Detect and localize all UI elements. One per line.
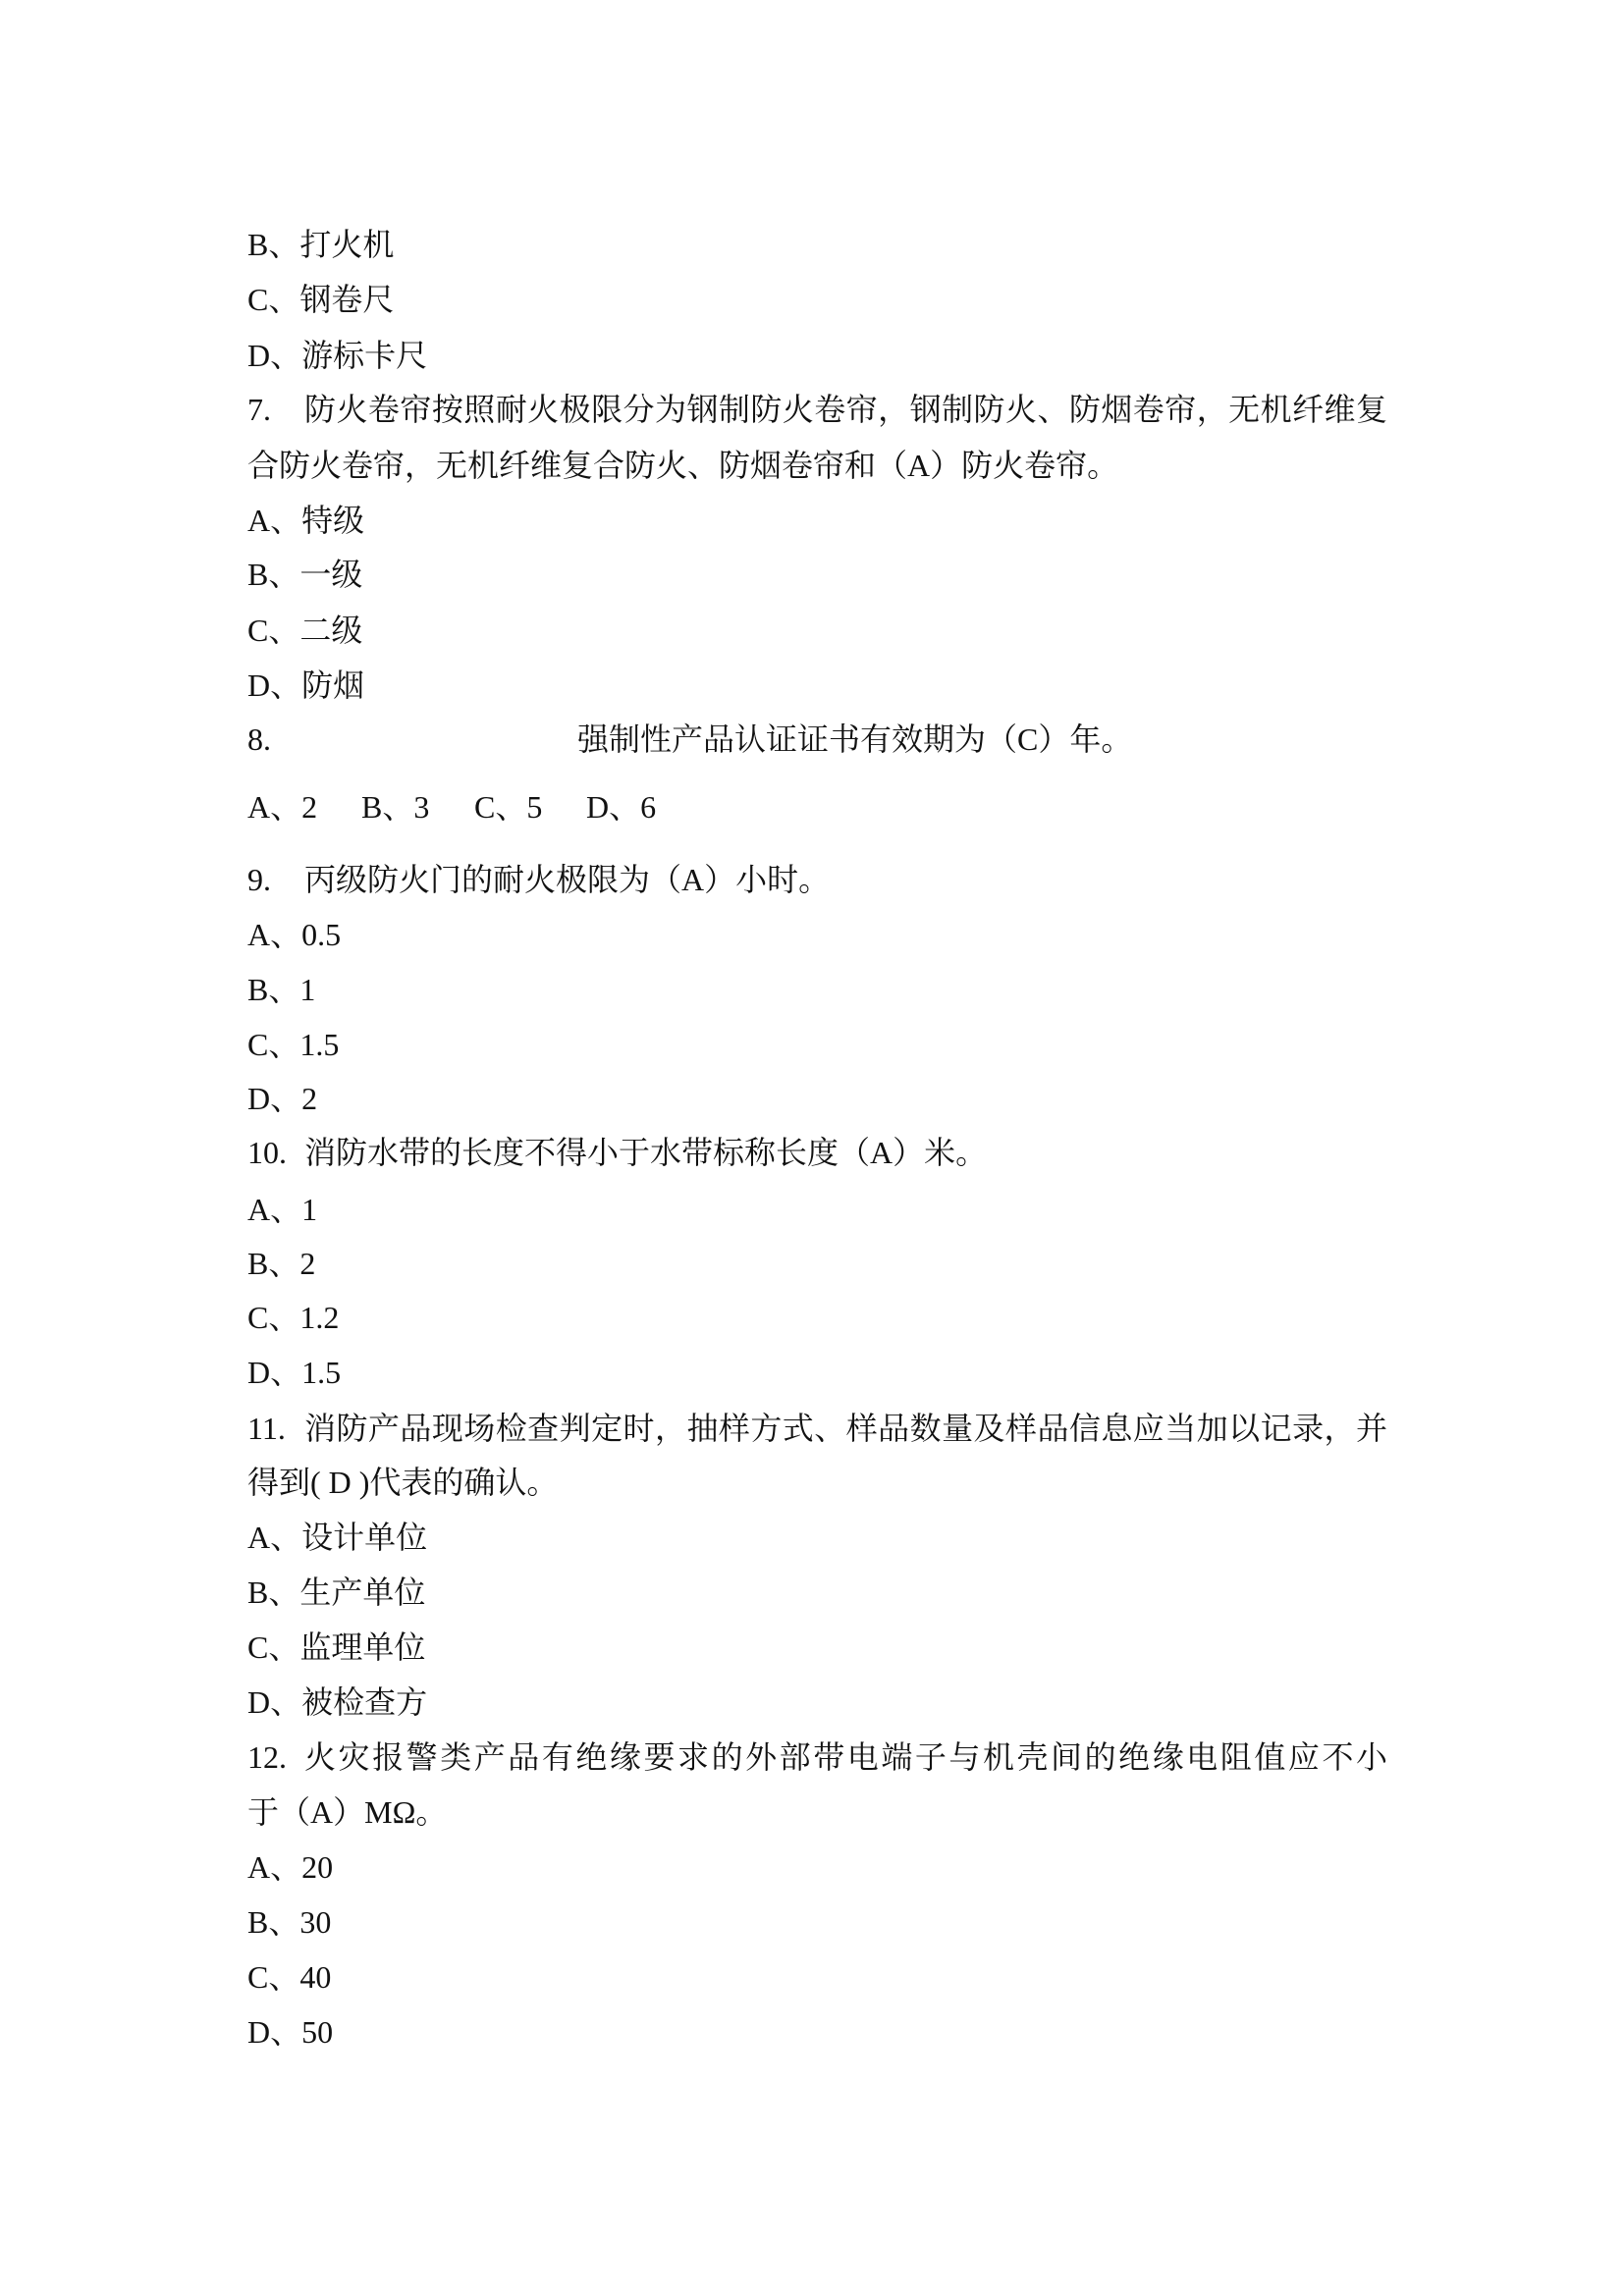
question-11-line bbox=[247, 1401, 1387, 1456]
question-text: 丙级防火门的耐火极限为（A）小时。 bbox=[304, 862, 831, 897]
question-12-line bbox=[247, 1785, 447, 1840]
option-line bbox=[247, 2004, 333, 2059]
question-12-line bbox=[247, 1730, 1387, 1785]
question-number: 12. bbox=[247, 1739, 287, 1775]
question-number: 7. bbox=[247, 392, 271, 427]
option-d: D、1.5 bbox=[247, 1355, 342, 1390]
option-d: D、6 bbox=[586, 789, 657, 825]
question-text: 于（A）MΩ。 bbox=[247, 1794, 448, 1830]
option-line bbox=[247, 1510, 427, 1565]
option-c: C、二级 bbox=[247, 613, 363, 648]
option-line bbox=[247, 217, 394, 272]
option-a: A、0.5 bbox=[247, 917, 342, 952]
question-11-line bbox=[247, 1455, 558, 1510]
option-line bbox=[247, 1290, 339, 1345]
option-line bbox=[247, 1675, 427, 1730]
option-a: A、特级 bbox=[247, 503, 365, 538]
option-d: D、2 bbox=[247, 1081, 318, 1116]
option-b: B、3 bbox=[361, 789, 430, 825]
question-text: 得到( D )代表的确认。 bbox=[247, 1465, 559, 1500]
option-b: B、生产单位 bbox=[247, 1575, 426, 1610]
question-text: 消防产品现场检查判定时，抽样方式、样品数量及样品信息应当加以记录，并 bbox=[304, 1411, 1387, 1446]
question-text: 强制性产品认证证书有效期为（C）年。 bbox=[577, 721, 1133, 757]
option-b: B、30 bbox=[247, 1904, 332, 1940]
option-b: B、1 bbox=[247, 972, 316, 1007]
question-text: 合防火卷帘，无机纤维复合防火、防烟卷帘和（A）防火卷帘。 bbox=[247, 448, 1119, 483]
question-number: 8. bbox=[247, 721, 271, 757]
option-line bbox=[247, 1620, 425, 1675]
question-text: 消防水带的长度不得小于水带标称长度（A）米。 bbox=[304, 1135, 988, 1170]
question-8-line bbox=[247, 712, 1132, 767]
options-row bbox=[247, 779, 738, 834]
option-c: C、1.2 bbox=[247, 1300, 340, 1335]
question-number: 9. bbox=[247, 862, 271, 897]
question-7-line bbox=[247, 438, 1118, 493]
option-d: D、50 bbox=[247, 2014, 334, 2050]
option-line bbox=[247, 1895, 331, 1949]
question-10-line bbox=[247, 1125, 987, 1180]
option-a: A、1 bbox=[247, 1192, 318, 1227]
option-line bbox=[247, 547, 362, 602]
option-b: B、2 bbox=[247, 1246, 316, 1281]
option-line bbox=[247, 658, 364, 713]
question-9-line bbox=[247, 852, 830, 907]
option-line bbox=[247, 1949, 331, 2004]
option-line bbox=[247, 328, 427, 383]
option-d: D、游标卡尺 bbox=[247, 338, 428, 373]
option-line bbox=[247, 1236, 315, 1291]
option-a: A、2 bbox=[247, 789, 318, 825]
option-d: D、被检查方 bbox=[247, 1684, 428, 1720]
question-number: 11. bbox=[247, 1411, 286, 1446]
option-line bbox=[247, 1071, 317, 1126]
option-a: A、设计单位 bbox=[247, 1520, 428, 1555]
option-line bbox=[247, 1345, 341, 1400]
question-text: 防火卷帘按照耐火极限分为钢制防火卷帘，钢制防火、防烟卷帘，无机纤维复 bbox=[304, 392, 1387, 427]
option-c: C、1.5 bbox=[247, 1027, 340, 1062]
option-line bbox=[247, 962, 315, 1017]
option-b: B、打火机 bbox=[247, 227, 395, 262]
option-b: B、一级 bbox=[247, 557, 363, 592]
option-line bbox=[247, 1840, 333, 1895]
option-d: D、防烟 bbox=[247, 667, 365, 703]
option-line bbox=[247, 1565, 425, 1620]
question-7-line bbox=[247, 382, 1387, 437]
option-c: C、监理单位 bbox=[247, 1629, 426, 1665]
option-c: C、5 bbox=[474, 789, 543, 825]
option-c: C、钢卷尺 bbox=[247, 282, 395, 317]
option-line bbox=[247, 1182, 317, 1237]
option-line bbox=[247, 907, 341, 962]
option-line bbox=[247, 1017, 339, 1072]
option-line bbox=[247, 272, 394, 327]
question-text: 火灾报警类产品有绝缘要求的外部带电端子与机壳间的绝缘电阻值应不小 bbox=[304, 1739, 1387, 1775]
option-line bbox=[247, 603, 362, 658]
option-c: C、40 bbox=[247, 1959, 332, 1995]
option-a: A、20 bbox=[247, 1849, 334, 1885]
question-number: 10. bbox=[247, 1135, 287, 1170]
option-line bbox=[247, 493, 364, 548]
